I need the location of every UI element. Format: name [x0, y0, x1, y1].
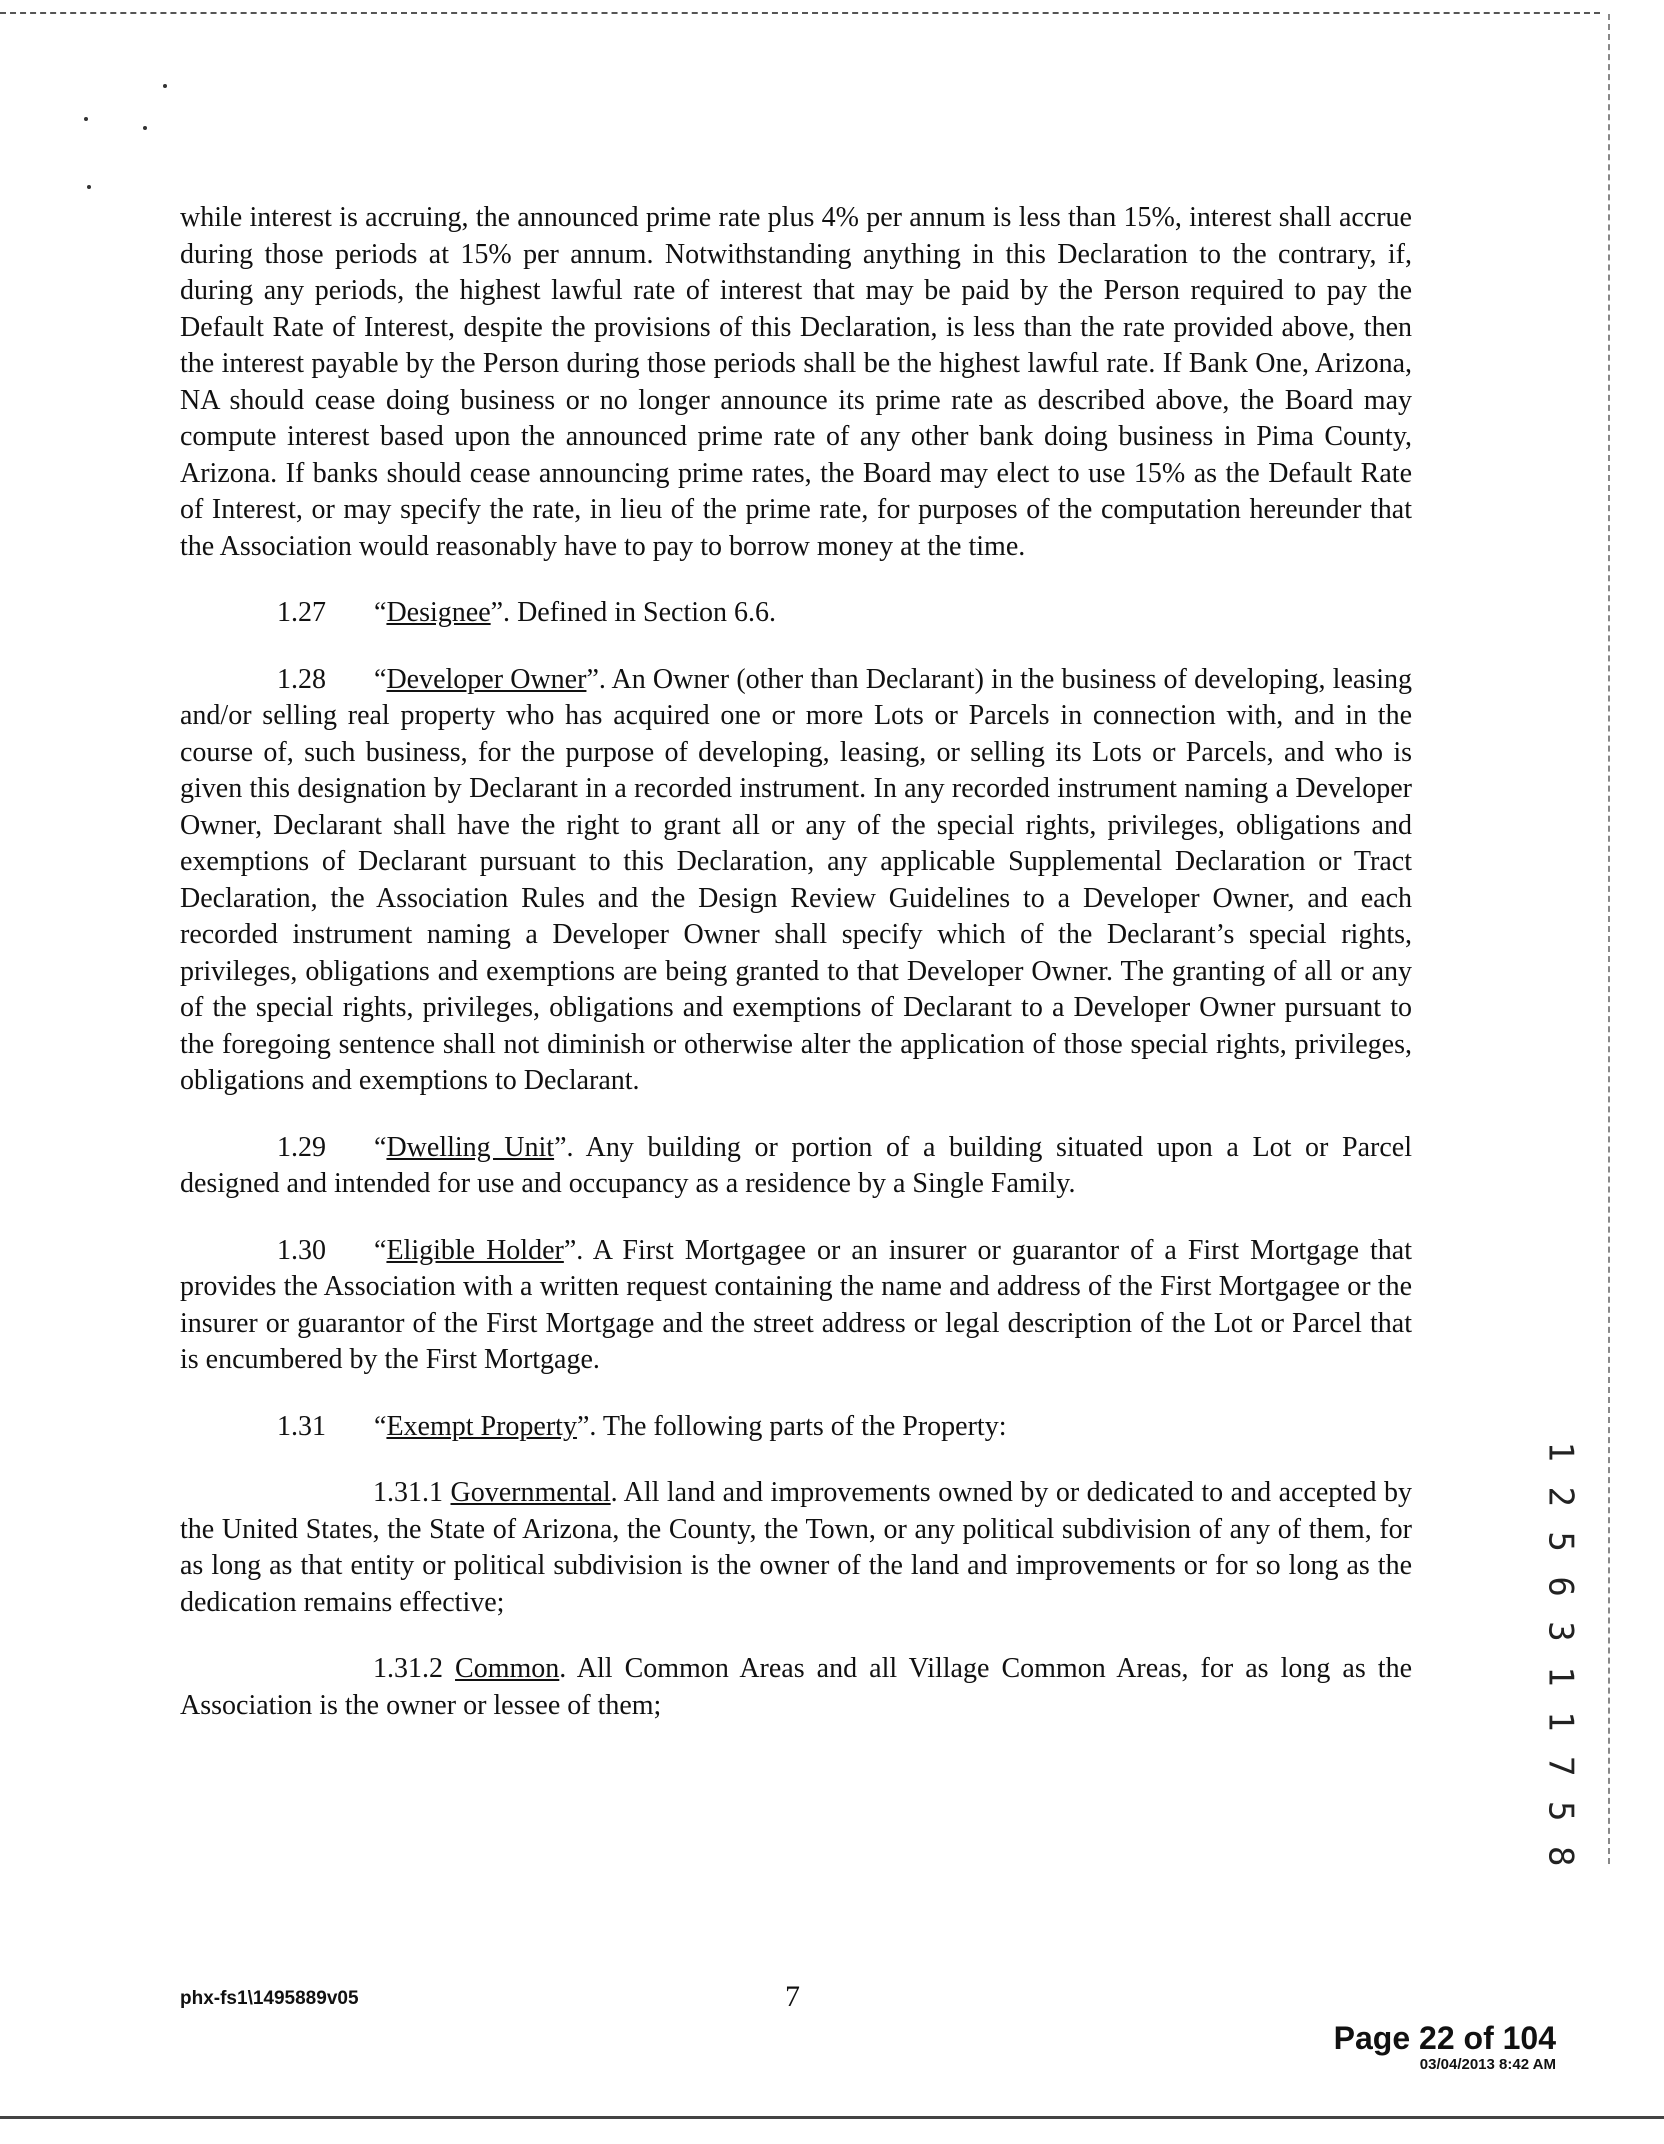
scan-speck [84, 117, 88, 121]
section-1-28 [180, 662, 1412, 1100]
quote-open: “ [374, 1131, 387, 1163]
defined-term: Governmental [450, 1477, 611, 1508]
defined-term: Eligible Holder [386, 1234, 564, 1266]
defined-term: Common [455, 1653, 560, 1684]
scan-speck [163, 84, 167, 88]
quote-close: ”. [563, 1234, 584, 1266]
quote-open: “ [374, 1410, 387, 1442]
section-number: 1.30 [277, 1234, 326, 1266]
recording-stamp [1530, 1441, 1590, 1869]
subsection-number: 1.31.2 [373, 1653, 443, 1684]
section-number: 1.29 [277, 1131, 326, 1163]
section-text: Defined in Section 6.6. [510, 597, 777, 628]
section-text: A First Mortgagee or an insurer or guarantor of a First Mortgage that provides the Association with a written request containing the name and address of the First Mortgagee or the insurer or guarantor of the First Mortgage and the street address or legal description of the Lot or Parcel that is encumbered by the First Mortgage. [180, 1234, 1413, 1375]
timestamp: 03/04/2013 8:42 AM [1419, 2056, 1556, 2073]
page-counter [1334, 2020, 1556, 2074]
page-of-label: Page 22 of 104 [1333, 2020, 1556, 2056]
defined-term: Exempt Property [386, 1410, 577, 1442]
subsection-text: . All Common Areas and all Village Common Areas, for as long as the Association is the owner or lessee of them; [180, 1653, 1412, 1721]
quote-close: ”. [490, 597, 511, 628]
section-number: 1.27 [277, 597, 326, 628]
scan-bottom-rule [0, 2116, 1664, 2119]
subsection-1-31-1 [180, 1475, 1412, 1621]
document-body [180, 200, 1412, 1754]
document-reference: phx-fs1\1495889v05 [180, 1988, 359, 2009]
scan-right-rule [1608, 14, 1610, 1864]
section-number: 1.28 [277, 663, 326, 695]
scan-speck [87, 185, 91, 189]
subsection-text: . All land and improvements owned by or dedicated to and accepted by the United States, the State of Arizona, the County, the Town, or any political subdivision of any of them, for as long as that entity or political subdivision is the owner of the land and improvements or for so long as the dedication remains effective; [180, 1477, 1413, 1618]
section-1-30 [180, 1233, 1412, 1379]
defined-term: Developer Owner [386, 663, 587, 695]
defined-term: Designee [386, 597, 491, 628]
subsection-number: 1.31.1 [373, 1477, 443, 1508]
quote-open: “ [374, 663, 387, 695]
quote-open: “ [374, 1234, 387, 1266]
section-1-29 [180, 1130, 1412, 1203]
section-text: Any building or portion of a building situated upon a Lot or Parcel designed and intended for use and occupancy as a residence by a Single Family. [180, 1131, 1412, 1199]
recording-stamp-text: 1 2 5 6 3 1 1 7 5 8 [1540, 1441, 1580, 1869]
subsection-1-31-2 [180, 1651, 1412, 1724]
quote-close: ”. [554, 1131, 574, 1163]
section-number: 1.31 [277, 1410, 326, 1442]
scan-speck [143, 126, 147, 130]
quote-open: “ [374, 597, 387, 628]
scan-top-rule [0, 12, 1600, 14]
quote-close: ”. [586, 663, 606, 695]
quote-close: ”. [576, 1410, 597, 1442]
section-1-31 [180, 1409, 1412, 1446]
paragraph-intro: while interest is accruing, the announced prime rate plus 4% per annum is less than 15%, interest shall accrue during those periods at 15% per annum. Notwithstanding anything in this Declaration to the contrary, if, during any periods, the highest lawful rate of interest that may be paid by the Person required to pay the Default Rate of Interest, despite the provisions of this Declaration, is less than the rate provided above, then the interest payable by the Person during those periods shall be the highest lawful rate. If Bank One, Arizona, NA should cease doing business or no longer announce its prime rate as described above, the Board may compute interest based upon the announced prime rate of any other bank doing business in Pima County, Arizona. If banks should cease announcing prime rates, the Board may elect to use 15% as the Default Rate of Interest, or may specify the rate, in lieu of the prime rate, for purposes of the computation hereunder that the Association would reasonably have to pay to borrow money at the time. [180, 202, 1412, 562]
defined-term: Dwelling Unit [386, 1131, 555, 1163]
section-1-27 [180, 595, 1412, 632]
section-text: An Owner (other than Declarant) in the business of developing, leasing and/or selling real property who has acquired one or more Lots or Parcels in connection with, and in the course of, such business, for the purpose of developing, leasing, or selling its Lots or Parcels, and who is given this designation by Declarant in a recorded instrument. In any recorded instrument naming a Developer Owner, Declarant shall have the right to grant all or any of the special rights, privileges, obligations and exemptions of Declarant pursuant to this Declaration, any applicable Supplemental Declaration or Tract Declaration, the Association Rules and the Design Review Guidelines to a Developer Owner, and each recorded instrument naming a Developer Owner shall specify which of the Declarant’s special rights, privileges, obligations and exemptions are being granted to that Developer Owner. The granting of all or any of the special rights, privileges, obligations and exemptions of Declarant to a Developer Owner pursuant to the foregoing sentence shall not diminish or otherwise alter the application of those special rights, privileges, obligations and exemptions to Declarant. [180, 663, 1412, 1096]
section-text: The following parts of the Property: [596, 1410, 1007, 1442]
page-number: 7 [785, 1980, 800, 2013]
